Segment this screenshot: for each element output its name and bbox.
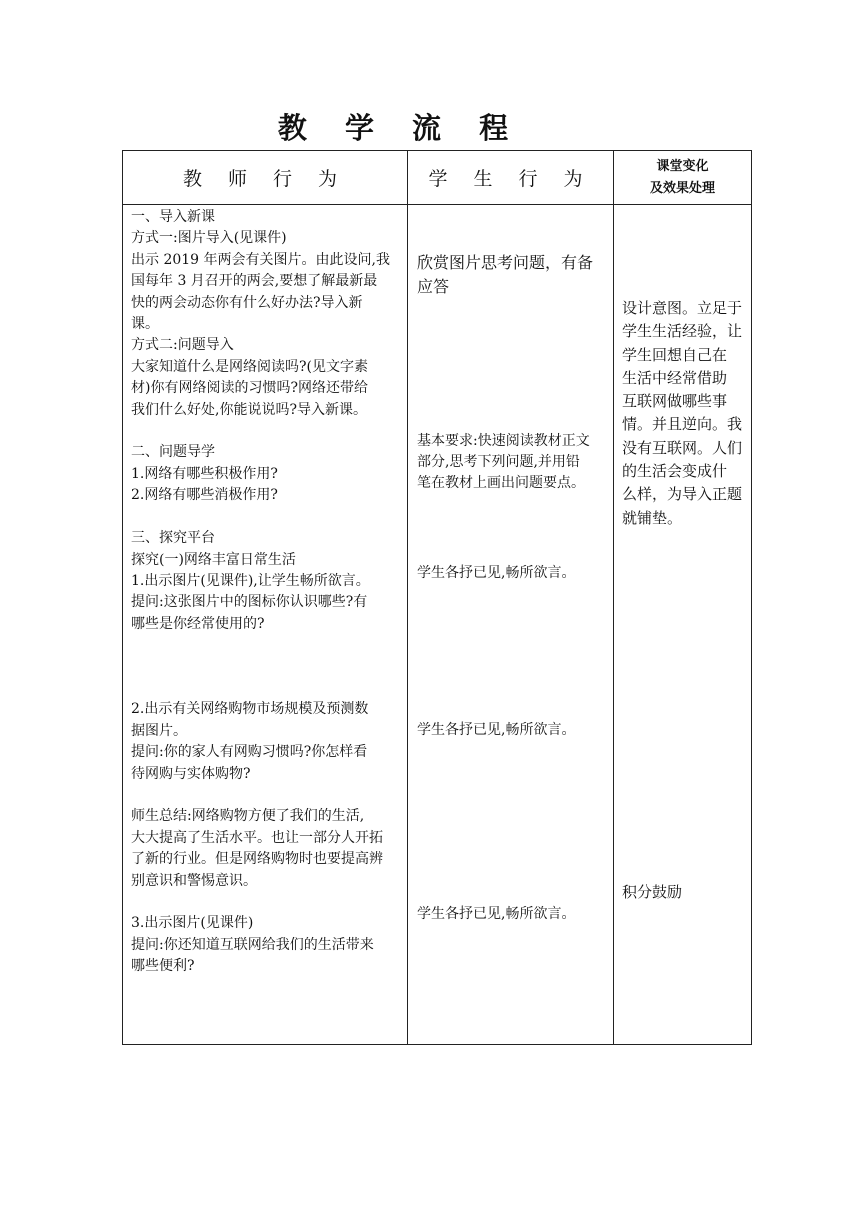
header-changes (614, 151, 752, 205)
table-body-row (123, 205, 752, 1045)
teacher-line: 提问:这张图片中的图标你认识哪些?有 (131, 594, 368, 611)
teacher-line: 2.网络有哪些消极作用? (131, 487, 278, 504)
design-line: 生活中经常借助 (622, 368, 728, 387)
design-line: 学生回想自己在 (622, 345, 728, 364)
design-line: 设计意图。立足于 (622, 299, 743, 317)
teacher-line: 快的两会动态你有什么好办法?导入新 (131, 294, 363, 311)
teacher-line: 课。 (131, 316, 159, 333)
design-line: 学生生活经验，让 (622, 322, 743, 341)
student-response-1: 欣赏图片思考问题，有备 应答 (417, 253, 594, 296)
teacher-line: 探究(一)网络丰富日常生活 (131, 551, 296, 568)
page-title: 教 学 流 程 (277, 111, 523, 145)
teacher-line (131, 507, 401, 528)
teacher-line (131, 678, 401, 699)
changes-cell (614, 205, 752, 1045)
teacher-line: 提问:你的家人有网购习惯吗?你怎样看 (131, 744, 368, 761)
teacher-line: 方式二:问题导入 (131, 337, 234, 354)
student-response-5: 学生各抒已见,畅所欲言。 (417, 906, 576, 922)
teacher-line: 据图片。 (131, 722, 187, 739)
teacher-line: 我们什么好处,你能说说吗?导入新课。 (131, 401, 367, 418)
teacher-line: 哪些便利? (131, 958, 195, 975)
design-line: 情。并且逆向。我 (622, 415, 743, 434)
student-response-4: 学生各抒已见,畅所欲言。 (417, 722, 576, 738)
teacher-line: 二、问题导学 (131, 444, 215, 461)
teacher-line (131, 657, 401, 678)
teacher-line (131, 421, 401, 442)
design-line: 么样，为导入正题 (622, 485, 743, 504)
header-changes-line1: 课堂变化 (656, 158, 709, 174)
teacher-line: 哪些是你经常使用的? (131, 615, 265, 632)
student-response-3: 学生各抒已见,畅所欲言。 (417, 565, 576, 581)
teacher-line: 方式一:图片导入(见课件) (131, 230, 287, 247)
header-teacher: 教 师 行 为 (123, 151, 408, 205)
design-line: 互联网做哪些事 (622, 392, 728, 411)
teacher-line: 1.出示图片(见课件),让学生畅所欲言。 (131, 572, 370, 589)
teacher-line: 了新的行业。但是网络购物时也要提高辨 (131, 851, 383, 868)
teacher-line (131, 635, 401, 656)
teacher-line: 待网购与实体购物? (131, 765, 251, 782)
teacher-line: 提问:你还知道互联网给我们的生活带来 (131, 936, 374, 953)
teacher-line: 大大提高了生活水平。也让一部分人开拓 (131, 829, 383, 846)
reward-text: 积分鼓励 (622, 883, 683, 901)
teacher-line: 别意识和警惕意识。 (131, 872, 257, 889)
teacher-cell (123, 205, 408, 1045)
student-response-2: 基本要求:快速阅读教材正文 部分,思考下列问题,并用铅 笔在教材上画出问题要点。 (417, 433, 590, 491)
teacher-line: 大家知道什么是网络阅读吗?(见文字素 (131, 358, 368, 375)
teacher-line (131, 892, 401, 913)
teacher-line: 出示 2019 年两会有关图片。由此设问,我 (131, 251, 390, 268)
teacher-line: 国每年 3 月召开的两会,要想了解最新最 (131, 273, 378, 290)
teacher-line: 1.网络有哪些积极作用? (131, 465, 278, 482)
student-cell (408, 205, 614, 1045)
table-header-row (123, 151, 752, 205)
design-line: 就铺垫。 (622, 508, 683, 527)
design-line: 的生活会变成什 (622, 462, 728, 481)
teacher-line: 材)你有网络阅读的习惯吗?网络还带给 (131, 380, 368, 397)
teacher-line: 一、导入新课 (131, 209, 215, 225)
teacher-line (131, 785, 401, 806)
header-student: 学 生 行 为 (408, 151, 614, 205)
lesson-flow-table (122, 150, 752, 1045)
teacher-line: 三、探究平台 (131, 530, 215, 547)
teacher-line: 师生总结:网络购物方便了我们的生活, (131, 808, 365, 825)
teacher-line: 2.出示有关网络购物市场规模及预测数 (131, 701, 369, 718)
teacher-line: 3.出示图片(见课件) (131, 915, 254, 932)
header-changes-line2: 及效果处理 (649, 180, 715, 196)
design-intent-text (622, 297, 745, 530)
design-line: 没有互联网。人们 (622, 438, 743, 457)
teacher-text (131, 207, 401, 978)
